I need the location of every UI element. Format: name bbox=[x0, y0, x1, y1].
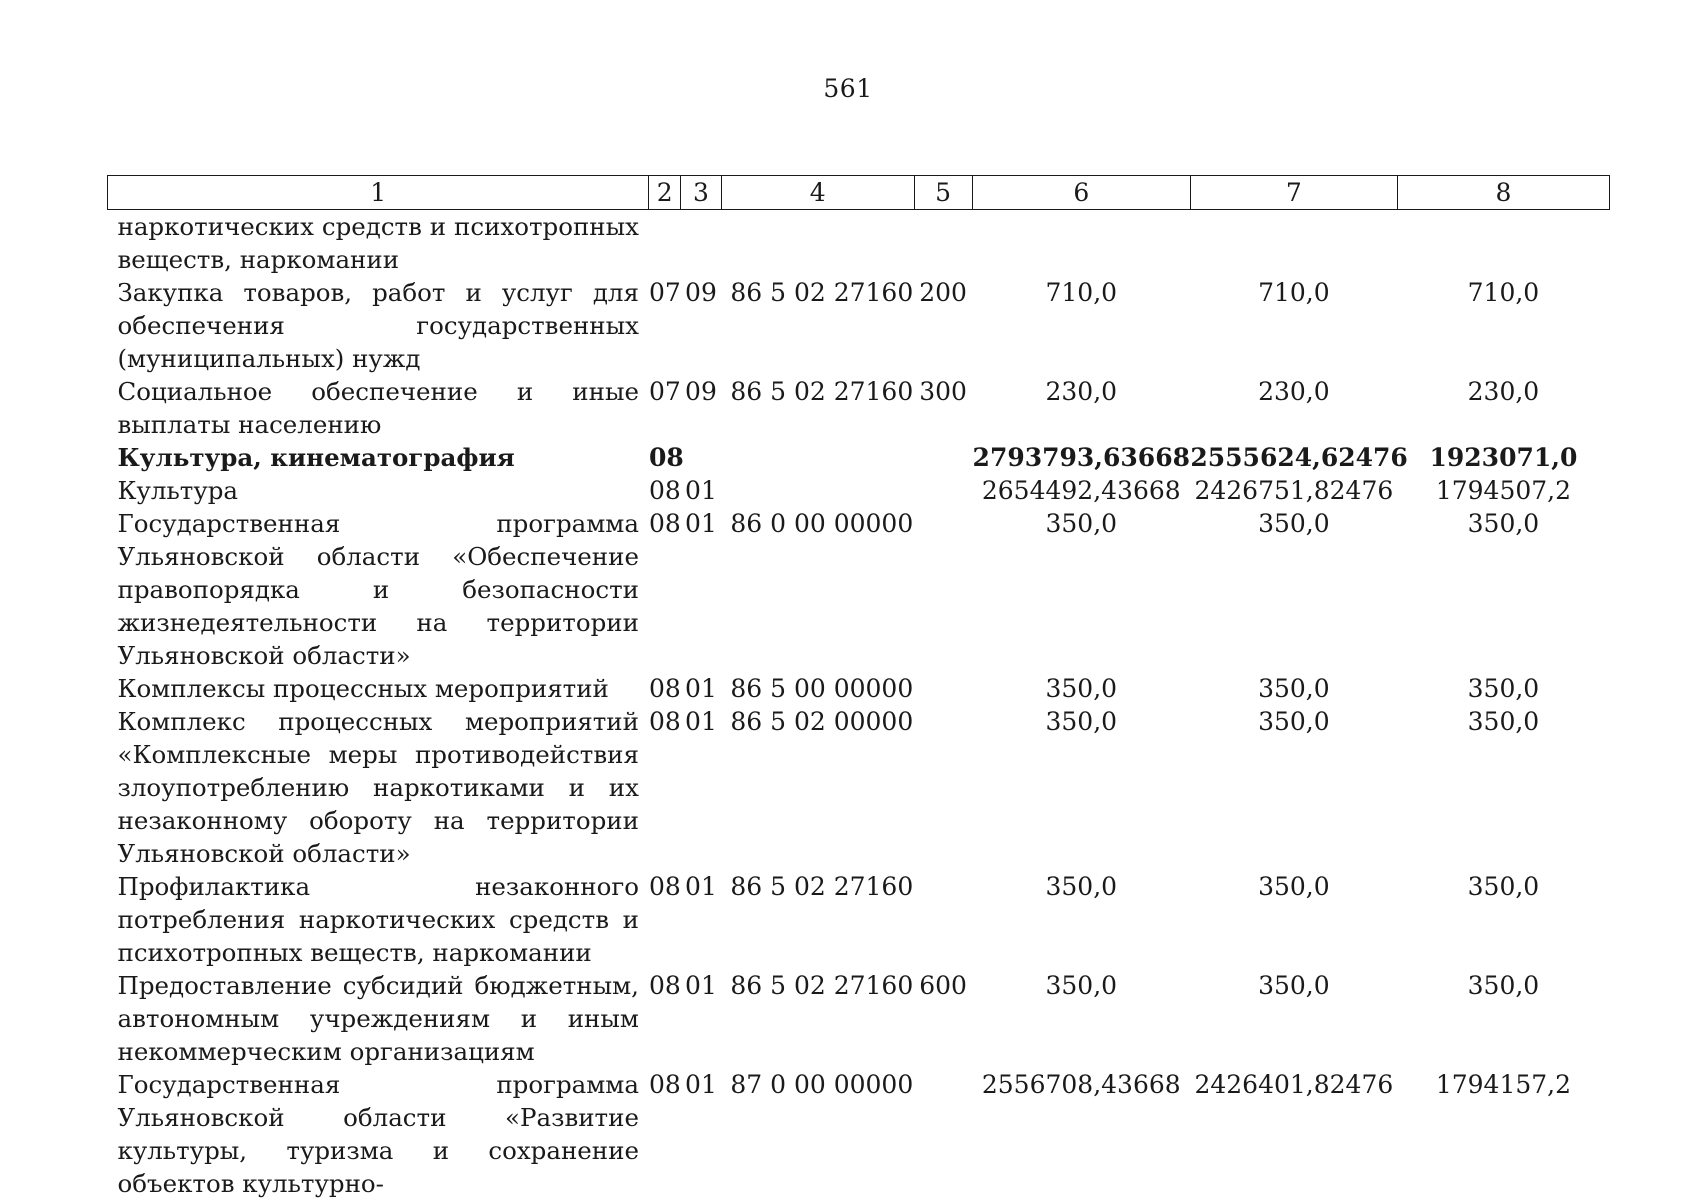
row-amount-col7: 350,0 bbox=[1258, 509, 1330, 538]
row-subsection-code: 09 bbox=[685, 278, 717, 307]
row-target-article bbox=[721, 441, 914, 474]
row-amount-col8: 350,0 bbox=[1467, 872, 1540, 901]
row-section-code: 07 bbox=[648, 377, 681, 406]
row-amount-col7: 2426401,82476 bbox=[1194, 1070, 1394, 1099]
row-amount-col7: 350,0 bbox=[1258, 872, 1330, 901]
row-amount-col8: 1794157,2 bbox=[1435, 1070, 1572, 1099]
table-row bbox=[108, 870, 1610, 969]
row-target-article: 87 0 00 00000 bbox=[730, 1070, 914, 1099]
row-section-code: 07 bbox=[648, 278, 681, 307]
row-amount-col7: 710,0 bbox=[1258, 278, 1330, 307]
row-name: Закупка товаров, работ и услуг для обеспечения государственных (муниципальных) нужд bbox=[117, 278, 639, 373]
row-amount-col6: 2793793,63668 bbox=[972, 443, 1190, 472]
row-amount-col8: 350,0 bbox=[1467, 674, 1540, 703]
table-row bbox=[108, 507, 1610, 672]
row-section-code: 08 bbox=[648, 674, 681, 703]
row-amount-col6: 350,0 bbox=[1045, 971, 1118, 1000]
row-amount-col6: 2654492,43668 bbox=[981, 476, 1181, 505]
row-subsection-code: 01 bbox=[685, 971, 717, 1000]
page-number: 561 bbox=[823, 74, 873, 103]
row-expense-type: 200 bbox=[919, 278, 967, 307]
row-name: наркотических средств и психотропных веществ, наркомании bbox=[117, 212, 639, 274]
row-name: Культура, кинематография bbox=[117, 443, 515, 472]
row-name: Государственная программа Ульяновской области «Развитие культуры, туризма и сохранение объектов культурно- bbox=[117, 1070, 639, 1198]
row-section-code: 08 bbox=[648, 509, 681, 538]
row-section-code: 08 bbox=[648, 707, 681, 736]
row-expense-type bbox=[914, 870, 972, 969]
row-subsection-code: 01 bbox=[685, 707, 717, 736]
row-amount-col8: 350,0 bbox=[1467, 509, 1540, 538]
table-row bbox=[108, 210, 1610, 277]
header-col-1: 1 bbox=[108, 176, 649, 210]
row-name: Профилактика незаконного потребления наркотических средств и психотропных веществ, наркомании bbox=[117, 872, 639, 967]
row-expense-type bbox=[914, 441, 972, 474]
row-name: Культура bbox=[117, 476, 239, 505]
row-amount-col8 bbox=[1397, 210, 1609, 277]
table-row bbox=[108, 705, 1610, 870]
row-section-code: 08 bbox=[648, 872, 681, 901]
table-row bbox=[108, 474, 1610, 507]
row-expense-type bbox=[914, 1068, 972, 1200]
row-target-article bbox=[721, 474, 914, 507]
row-expense-type bbox=[914, 672, 972, 705]
table-row bbox=[108, 276, 1610, 375]
row-amount-col7: 230,0 bbox=[1258, 377, 1330, 406]
header-col-7: 7 bbox=[1190, 176, 1397, 210]
row-amount-col8: 350,0 bbox=[1467, 707, 1540, 736]
row-amount-col7: 350,0 bbox=[1258, 674, 1330, 703]
row-amount-col8: 350,0 bbox=[1467, 971, 1540, 1000]
row-section-code: 08 bbox=[648, 443, 684, 472]
row-amount-col8: 710,0 bbox=[1467, 278, 1540, 307]
row-amount-col6: 350,0 bbox=[1045, 509, 1118, 538]
row-target-article: 86 5 00 00000 bbox=[730, 674, 914, 703]
row-amount-col6: 710,0 bbox=[1045, 278, 1118, 307]
row-subsection-code: 01 bbox=[685, 1070, 717, 1099]
row-expense-type bbox=[914, 210, 972, 277]
row-target-article: 86 5 02 27160 bbox=[730, 377, 914, 406]
row-amount-col6 bbox=[972, 210, 1190, 277]
row-subsection-code: 01 bbox=[685, 674, 717, 703]
row-subsection-code bbox=[681, 441, 722, 474]
row-expense-type bbox=[914, 705, 972, 870]
row-amount-col6: 350,0 bbox=[1045, 872, 1118, 901]
header-col-8: 8 bbox=[1397, 176, 1609, 210]
table-row bbox=[108, 672, 1610, 705]
row-name: Комплекс процессных мероприятий «Комплексные меры противодействия злоупотреблению наркотиками и их незаконному обороту на территории Ульяновской области» bbox=[117, 707, 639, 868]
row-amount-col6: 350,0 bbox=[1045, 707, 1118, 736]
table-row bbox=[108, 1068, 1610, 1200]
row-target-article bbox=[721, 210, 914, 277]
header-col-2: 2 bbox=[649, 176, 681, 210]
row-name: Предоставление субсидий бюджетным, автономным учреждениям и иным некоммерческим организациям bbox=[117, 971, 639, 1066]
row-subsection-code: 01 bbox=[685, 476, 717, 505]
row-section-code bbox=[649, 210, 681, 277]
header-col-4: 4 bbox=[721, 176, 914, 210]
row-amount-col6: 350,0 bbox=[1045, 674, 1118, 703]
row-target-article: 86 5 02 27160 bbox=[730, 278, 914, 307]
header-col-3: 3 bbox=[681, 176, 722, 210]
row-target-article: 86 5 02 00000 bbox=[730, 707, 914, 736]
table-row bbox=[108, 441, 1610, 474]
row-amount-col7: 2555624,62476 bbox=[1190, 443, 1408, 472]
row-name: Социальное обеспечение и иные выплаты населению bbox=[117, 377, 639, 439]
row-expense-type bbox=[914, 507, 972, 672]
row-section-code: 08 bbox=[648, 971, 681, 1000]
row-name: Государственная программа Ульяновской области «Обеспечение правопорядка и безопасности жизнедеятельности на территории Ульяновской области» bbox=[117, 509, 639, 670]
row-amount-col7: 350,0 bbox=[1258, 707, 1330, 736]
table-row bbox=[108, 375, 1610, 441]
row-amount-col7: 350,0 bbox=[1258, 971, 1330, 1000]
row-subsection-code: 01 bbox=[685, 509, 717, 538]
column-number-header bbox=[108, 176, 1610, 210]
table-row bbox=[108, 969, 1610, 1068]
row-target-article: 86 5 02 27160 bbox=[730, 872, 914, 901]
row-expense-type bbox=[914, 474, 972, 507]
row-section-code: 08 bbox=[648, 1070, 681, 1099]
budget-table bbox=[107, 175, 1610, 1200]
row-subsection-code bbox=[681, 210, 722, 277]
row-subsection-code: 09 bbox=[685, 377, 717, 406]
row-amount-col7 bbox=[1190, 210, 1397, 277]
row-amount-col6: 2556708,43668 bbox=[981, 1070, 1181, 1099]
row-amount-col8: 1794507,2 bbox=[1435, 476, 1572, 505]
row-expense-type: 600 bbox=[919, 971, 967, 1000]
row-section-code: 08 bbox=[648, 476, 681, 505]
header-col-6: 6 bbox=[972, 176, 1190, 210]
header-col-5: 5 bbox=[914, 176, 972, 210]
row-amount-col7: 2426751,82476 bbox=[1194, 476, 1394, 505]
row-expense-type: 300 bbox=[919, 377, 967, 406]
row-amount-col8: 230,0 bbox=[1467, 377, 1540, 406]
row-target-article: 86 5 02 27160 bbox=[730, 971, 914, 1000]
row-amount-col8: 1923071,0 bbox=[1429, 443, 1578, 472]
row-target-article: 86 0 00 00000 bbox=[730, 509, 914, 538]
row-name: Комплексы процессных мероприятий bbox=[117, 674, 609, 703]
row-subsection-code: 01 bbox=[685, 872, 717, 901]
row-amount-col6: 230,0 bbox=[1045, 377, 1118, 406]
